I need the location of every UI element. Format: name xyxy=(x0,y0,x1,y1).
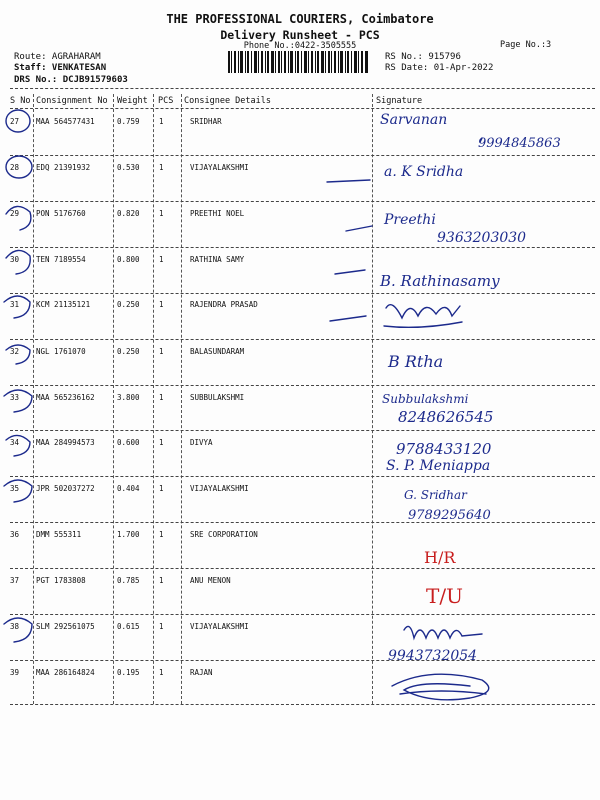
arrow-mark xyxy=(330,316,366,321)
handwritten-phone: 9363203030 xyxy=(437,230,527,246)
row-consignee: PREETHI NOEL xyxy=(190,209,245,218)
row-weight: 3.800 xyxy=(117,393,140,402)
row-consignment: MAA 284994573 xyxy=(36,438,95,447)
row-weight: 0.195 xyxy=(117,668,140,677)
page-number: Page No.:3 xyxy=(500,40,552,50)
row-pcs: 1 xyxy=(159,300,164,309)
circle-mark xyxy=(4,390,32,412)
circle-mark xyxy=(6,345,30,364)
row-weight: 0.250 xyxy=(117,300,140,309)
row-sno: 38 xyxy=(10,622,20,631)
row-pcs: 1 xyxy=(159,163,164,172)
handwritten-phone: 8248626545 xyxy=(398,408,494,426)
ink-mark xyxy=(480,138,482,142)
circle-mark xyxy=(4,480,32,502)
signature-scribble xyxy=(392,674,489,700)
row-consignee: VIJAYALAKSHMI xyxy=(190,622,249,631)
document-subtitle: Delivery Runsheet - PCS xyxy=(220,28,380,42)
handwritten-phone: 9994845863 xyxy=(478,136,561,151)
row-consignee: SRIDHAR xyxy=(190,117,222,126)
row-weight: 0.530 xyxy=(117,163,140,172)
row-weight: 0.785 xyxy=(117,576,140,585)
row-sno: 35 xyxy=(10,484,20,493)
row-pcs: 1 xyxy=(159,530,164,539)
row-consignee: RAJAN xyxy=(190,668,213,677)
column-header-sno: S No xyxy=(10,96,31,106)
row-consignee: SRE CORPORATION xyxy=(190,530,258,539)
row-consignment: PON 5176760 xyxy=(36,209,86,218)
row-consignee: VIJAYALAKSHMI xyxy=(190,163,249,172)
signature: Subbulakshmi xyxy=(382,392,469,406)
row-consignment: NGL 1761070 xyxy=(36,347,86,356)
row-sno: 32 xyxy=(10,347,20,356)
row-weight: 0.404 xyxy=(117,484,140,493)
circle-mark xyxy=(6,110,30,132)
drs-number: DRS No.: DCJB91579603 xyxy=(14,75,128,85)
circle-mark xyxy=(4,618,32,642)
row-pcs: 1 xyxy=(159,117,164,126)
red-annotation: T/U xyxy=(426,584,463,608)
signature-scribble xyxy=(404,626,482,638)
row-consignment: DMM 555311 xyxy=(36,530,82,539)
row-pcs: 1 xyxy=(159,209,164,218)
row-weight: 0.800 xyxy=(117,255,140,264)
row-consignee: ANU MENON xyxy=(190,576,231,585)
row-sno: 33 xyxy=(10,393,20,402)
row-pcs: 1 xyxy=(159,393,164,402)
signature: B. Rathinasamy xyxy=(380,272,500,290)
row-pcs: 1 xyxy=(159,484,164,493)
phone-number: Phone No.:0422-3505555 xyxy=(243,41,357,51)
signature: G. Sridhar xyxy=(404,488,467,502)
row-consignment: EDQ 21391932 xyxy=(36,163,91,172)
arrow-mark xyxy=(346,226,372,231)
circle-mark xyxy=(6,156,32,178)
row-consignment: PGT 1783808 xyxy=(36,576,86,585)
rs-number: RS No.: 915796 xyxy=(385,52,461,62)
row-sno: 31 xyxy=(10,300,20,309)
row-weight: 1.700 xyxy=(117,530,140,539)
row-weight: 0.600 xyxy=(117,438,140,447)
row-pcs: 1 xyxy=(159,438,164,447)
row-sno: 34 xyxy=(10,438,20,447)
column-header-weight: Weight xyxy=(117,96,148,106)
row-pcs: 1 xyxy=(159,668,164,677)
row-consignee: SUBBULAKSHMI xyxy=(190,393,245,402)
column-header-consignment: Consignment No xyxy=(36,96,108,106)
company-title: THE PROFESSIONAL COURIERS, Coimbatore xyxy=(166,12,434,26)
row-pcs: 1 xyxy=(159,347,164,356)
row-sno: 30 xyxy=(10,255,20,264)
circle-mark xyxy=(6,435,30,456)
signature: Preethi xyxy=(384,212,436,228)
row-pcs: 1 xyxy=(159,576,164,585)
row-sno: 27 xyxy=(10,117,20,126)
handwritten-phone: 9789295640 xyxy=(408,508,491,523)
signature: Sarvanan xyxy=(380,112,448,128)
signature: S. P. Meniappa xyxy=(386,458,491,474)
row-pcs: 1 xyxy=(159,255,164,264)
arrow-mark xyxy=(335,270,365,274)
route-label: Route: AGRAHARAM xyxy=(14,52,101,62)
arrow-mark xyxy=(327,180,370,182)
row-consignment: MAA 564577431 xyxy=(36,117,95,126)
row-weight: 0.250 xyxy=(117,347,140,356)
handwritten-phone: 9788433120 xyxy=(396,440,492,458)
column-header-consignee: Consignee Details xyxy=(184,96,271,106)
row-consignee: DIVYA xyxy=(190,438,213,447)
column-header-pcs: PCS xyxy=(158,96,174,106)
row-consignee: RATHINA SAMY xyxy=(190,255,245,264)
row-consignment: MAA 286164824 xyxy=(36,668,95,677)
row-consignment: JPR 502037272 xyxy=(36,484,95,493)
circle-mark xyxy=(6,206,31,230)
handwritten-phone: 9943732054 xyxy=(388,648,478,664)
row-consignment: TEN 7189554 xyxy=(36,255,86,264)
row-weight: 0.615 xyxy=(117,622,140,631)
row-consignee: VIJAYALAKSHMI xyxy=(190,484,249,493)
row-sno: 28 xyxy=(10,163,20,172)
row-pcs: 1 xyxy=(159,622,164,631)
circle-mark xyxy=(4,296,30,318)
row-weight: 0.759 xyxy=(117,117,140,126)
row-consignee: BALASUNDARAM xyxy=(190,347,245,356)
row-consignee: RAJENDRA PRASAD xyxy=(190,300,258,309)
signature-scribble xyxy=(386,305,460,318)
signature: B Rtha xyxy=(388,352,444,371)
signature-scribble xyxy=(384,322,462,327)
row-weight: 0.820 xyxy=(117,209,140,218)
staff-label: Staff: VENKATESAN xyxy=(14,63,107,73)
row-sno: 29 xyxy=(10,209,20,218)
row-sno: 36 xyxy=(10,530,20,539)
rs-date: RS Date: 01-Apr-2022 xyxy=(385,63,494,73)
column-header-signature: Signature xyxy=(376,96,423,106)
row-consignment: KCM 21135121 xyxy=(36,300,91,309)
red-annotation: H/R xyxy=(424,548,456,567)
row-sno: 39 xyxy=(10,668,20,677)
row-consignment: SLM 292561075 xyxy=(36,622,95,631)
row-consignment: MAA 565236162 xyxy=(36,393,95,402)
row-sno: 37 xyxy=(10,576,20,585)
signature: a. K Sridha xyxy=(384,164,464,180)
circle-mark xyxy=(6,250,30,274)
